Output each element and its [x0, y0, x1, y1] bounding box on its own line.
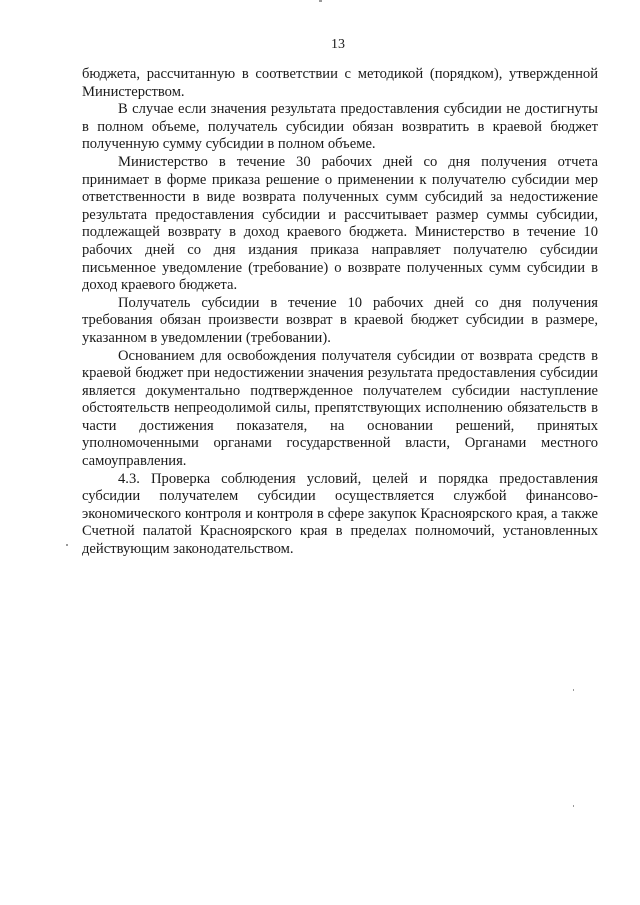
- paragraph-force-majeure: Основанием для освобождения получателя субсидии от возврата средств в краевой бюджет при недостижении значения результата предоставления субсидии является документально подтвержденное получателем субсидии наступление обстоятельств непреодолимой силы, препятствующих исполнению обязательств в части достижения показателя, на основании решений, принятых уполномоченными органами государственной власти, Органами местного самоуправления.: [82, 347, 598, 470]
- paragraph-recipient-return: Получатель субсидии в течение 10 рабочих дней со дня получения требования обязан произвести возврат в краевой бюджет субсидии в размере, указанном в уведомлении (требовании).: [82, 294, 598, 346]
- paragraph-return-full: В случае если значения результата предоставления субсидии не достигнуты в полном объеме, получатель субсидии обязан возвратить в краевой бюджет полученную сумму субсидии в полном объеме.: [82, 101, 598, 153]
- document-body: [82, 66, 598, 559]
- paragraph-ministry-decision: Министерство в течение 30 рабочих дней со дня получения отчета принимает в форме приказа решение о применении к получателю субсидии мер ответственности в виде возврата полученных сумм субсидий за недостижение результата предоставления субсидии и рассчитывает размер суммы субсидии, подлежащей возврату в доход краевого бюджета. Министерство в течение 10 рабочих дней со дня издания приказа направляет получателю субсидии письменное уведомление (требование) о возврате полученных сумм субсидии в доход краевого бюджета.: [82, 153, 598, 294]
- scan-speck: [573, 689, 574, 691]
- paragraph-section-4-3: 4.3. Проверка соблюдения условий, целей и порядка предоставления субсидии получателем субсидии осуществляется службой финансово-экономического контроля и контроля в сфере закупок Красноярского края, а также Счетной палатой Красноярского края в пределах полномочий, установленных действующим законодательством.: [82, 470, 598, 558]
- paragraph-budget-amount: бюджета, рассчитанную в соответствии с методикой (порядком), утвержденной Министерством.: [82, 66, 598, 100]
- scan-speck: [319, 0, 322, 2]
- page-number: 13: [331, 37, 345, 52]
- scan-speck: [573, 805, 574, 807]
- scan-speck: [66, 544, 68, 546]
